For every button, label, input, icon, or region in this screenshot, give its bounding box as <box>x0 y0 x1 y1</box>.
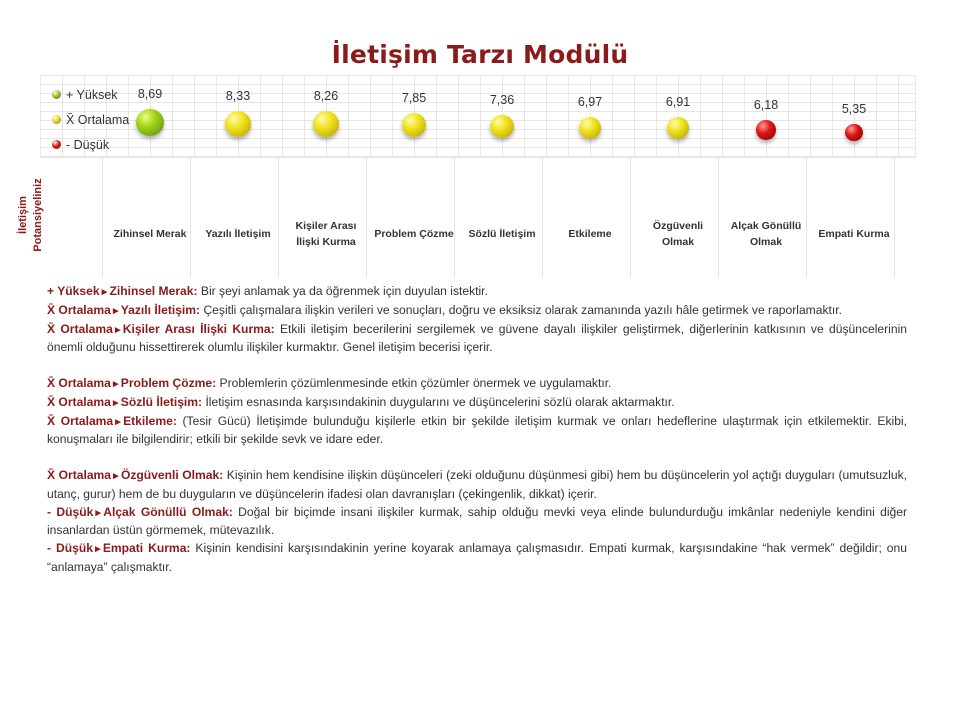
value-label: 7,85 <box>401 90 427 105</box>
description-item <box>47 375 907 394</box>
chart-column <box>194 75 282 277</box>
value-label: 8,69 <box>137 87 163 102</box>
value-label: 6,18 <box>753 97 779 112</box>
criterion-label: Alçak Gönüllü Olmak: <box>103 504 233 519</box>
arrow-right-icon: ► <box>110 305 121 317</box>
description-text: İletişim esnasında karşısındakinin duygularını ve düşüncelerini sözlü olarak aktarmaktır. <box>202 394 675 409</box>
chart-column <box>810 75 898 277</box>
level-label: X̄ Ortalama <box>47 321 113 336</box>
value-label: 6,91 <box>665 94 691 109</box>
score-marker-icon <box>756 120 776 140</box>
value-label: 7,36 <box>489 92 515 107</box>
legend-dot-average-icon <box>52 115 61 124</box>
score-marker-icon <box>136 109 163 136</box>
category-label: Alçak Gönüllü Olmak <box>730 220 802 248</box>
arrow-right-icon: ► <box>92 544 103 556</box>
category-label: Yazılı İletişim <box>205 228 271 241</box>
value-label: 8,26 <box>313 89 339 104</box>
criterion-label: Kişiler Arası İlişki Kurma: <box>122 321 275 336</box>
level-label: X̄ Ortalama <box>47 394 111 409</box>
arrow-right-icon: ► <box>111 470 121 482</box>
description-item <box>47 283 907 302</box>
chart-column <box>106 75 194 277</box>
legend-label: - Düşük <box>66 137 110 152</box>
category-label: Empati Kurma <box>818 228 890 241</box>
category-label: Etkileme <box>568 228 612 241</box>
score-marker-icon <box>667 117 689 139</box>
chart-column <box>722 75 810 277</box>
legend-label: + Yüksek <box>66 87 118 102</box>
chart-column <box>634 75 722 277</box>
description-item <box>47 504 907 541</box>
category-label: Özgüvenli Olmak <box>652 220 704 248</box>
description-item <box>47 321 907 358</box>
level-label: - Düşük <box>47 504 94 519</box>
description-item <box>47 413 907 450</box>
description-text: Problemlerin çözümlenmesinde etkin çözümler önermek ve uygulamaktır. <box>216 375 612 390</box>
legend-dot-low-icon <box>52 140 61 149</box>
level-label: X̄ Ortalama <box>47 375 111 390</box>
category-label: Kişiler Arası İlişki Kurma <box>295 220 357 248</box>
arrow-right-icon: ► <box>112 324 123 336</box>
score-marker-icon <box>402 113 427 138</box>
value-label: 5,35 <box>841 101 867 116</box>
criterion-label: Yazılı İletişim: <box>120 302 201 317</box>
arrow-right-icon: ► <box>99 287 110 298</box>
criterion-label: Problem Çözme: <box>120 375 217 390</box>
criterion-label: Empati Kurma: <box>102 541 191 556</box>
chart-column <box>546 75 634 277</box>
category-label: Sözlü İletişim <box>468 228 536 241</box>
chart-column <box>282 75 370 277</box>
description-text: Çeşitli çalışmalara ilişkin verileri ve sonuçları, doğru ve eksiksiz olarak zamanında yazılı hâle getirmek ve raporlamaktır. <box>200 302 842 317</box>
legend-dot-high-icon <box>52 90 61 99</box>
criterion-label: Zihinsel Merak: <box>109 284 198 298</box>
page-title: İletişim Tarzı Modülü <box>331 40 629 69</box>
description-item <box>47 540 907 577</box>
arrow-right-icon: ► <box>110 397 121 409</box>
potential-chart <box>40 75 916 277</box>
score-marker-icon <box>490 115 513 138</box>
description-text: Doğal bir biçimde insani ilişkiler kurmak, sahip olduğu mevki veya elinde bulundurduğu imkânlar nedeniyle kendini diğer insanlardan üstün görmemek, mütevazılık. <box>47 504 907 538</box>
score-marker-icon <box>845 124 862 141</box>
description-item <box>47 302 907 321</box>
description-item <box>47 394 907 413</box>
criterion-label: Özgüvenli Olmak: <box>120 467 224 482</box>
criterion-label: Etkileme: <box>123 413 177 428</box>
arrow-right-icon: ► <box>113 416 124 428</box>
axis-label <box>16 172 66 258</box>
level-label: X̄ Ortalama <box>47 413 114 428</box>
chart-column <box>458 75 546 277</box>
level-label: X̄ Ortalama <box>47 302 111 317</box>
arrow-right-icon: ► <box>110 378 121 390</box>
category-label: Zihinsel Merak <box>113 228 187 241</box>
score-marker-icon <box>225 111 251 137</box>
description-text: Etkili iletişim becerilerini sergilemek ve güvene dayalı ilişkiler geliştirmek, diğerlerinin katkısının ve düşüncelerinin önemli olduğunu hissettirerek olumlu ilişkiler kurmaktır. Genel iletişim becerisi içerir. <box>47 321 907 355</box>
description-text: Kişinin hem kendisine ilişkin düşünceleri (zeki olduğunu düşünmesi gibi) hem bu düşüncelerin yol açtığı duyguları (umutsuzluk, utanç, gurur) hem de bu duyguların ve düşüncelerin ifadesi olan davranışları (çekingenlik, dikkat) içerir. <box>47 467 907 501</box>
level-label: + Yüksek <box>47 284 100 298</box>
legend-label: X̄ Ortalama <box>66 112 130 127</box>
criterion-label: Sözlü İletişim: <box>120 394 203 409</box>
axis-label-line: İletişim <box>17 196 29 234</box>
level-label: - Düşük <box>47 541 93 556</box>
axis-label-line: Potansiyeliniz <box>31 178 44 252</box>
description-item <box>47 467 907 504</box>
score-marker-icon <box>313 111 339 137</box>
value-label: 8,33 <box>225 88 251 103</box>
arrow-right-icon: ► <box>93 507 104 519</box>
description-text: Kişinin kendisini karşısındakinin yerine koyarak anlamaya çalışmasıdır. Empati kurmak, karşısındakine “hak vermek” değildir; onu “anlamaya” çalışmaktır. <box>47 541 907 574</box>
descriptions <box>47 283 907 577</box>
level-label: X̄ Ortalama <box>47 467 112 482</box>
category-label: Problem Çözme <box>374 228 454 241</box>
description-text: Bir şeyi anlamak ya da öğrenmek için duyulan istektir. <box>197 284 488 298</box>
chart-column <box>370 75 458 277</box>
value-label: 6,97 <box>577 94 603 109</box>
score-marker-icon <box>579 117 601 139</box>
description-text: (Tesir Gücü) İletişimde bulunduğu kişilerle etkin bir şekilde iletişim kurmak ve onları hedeflerine ulaştırmak için etkilemektir. Ekibi, konuşmaları ile bilgilendirir; etkili bir şekilde sevk ve idare eder. <box>47 413 907 447</box>
